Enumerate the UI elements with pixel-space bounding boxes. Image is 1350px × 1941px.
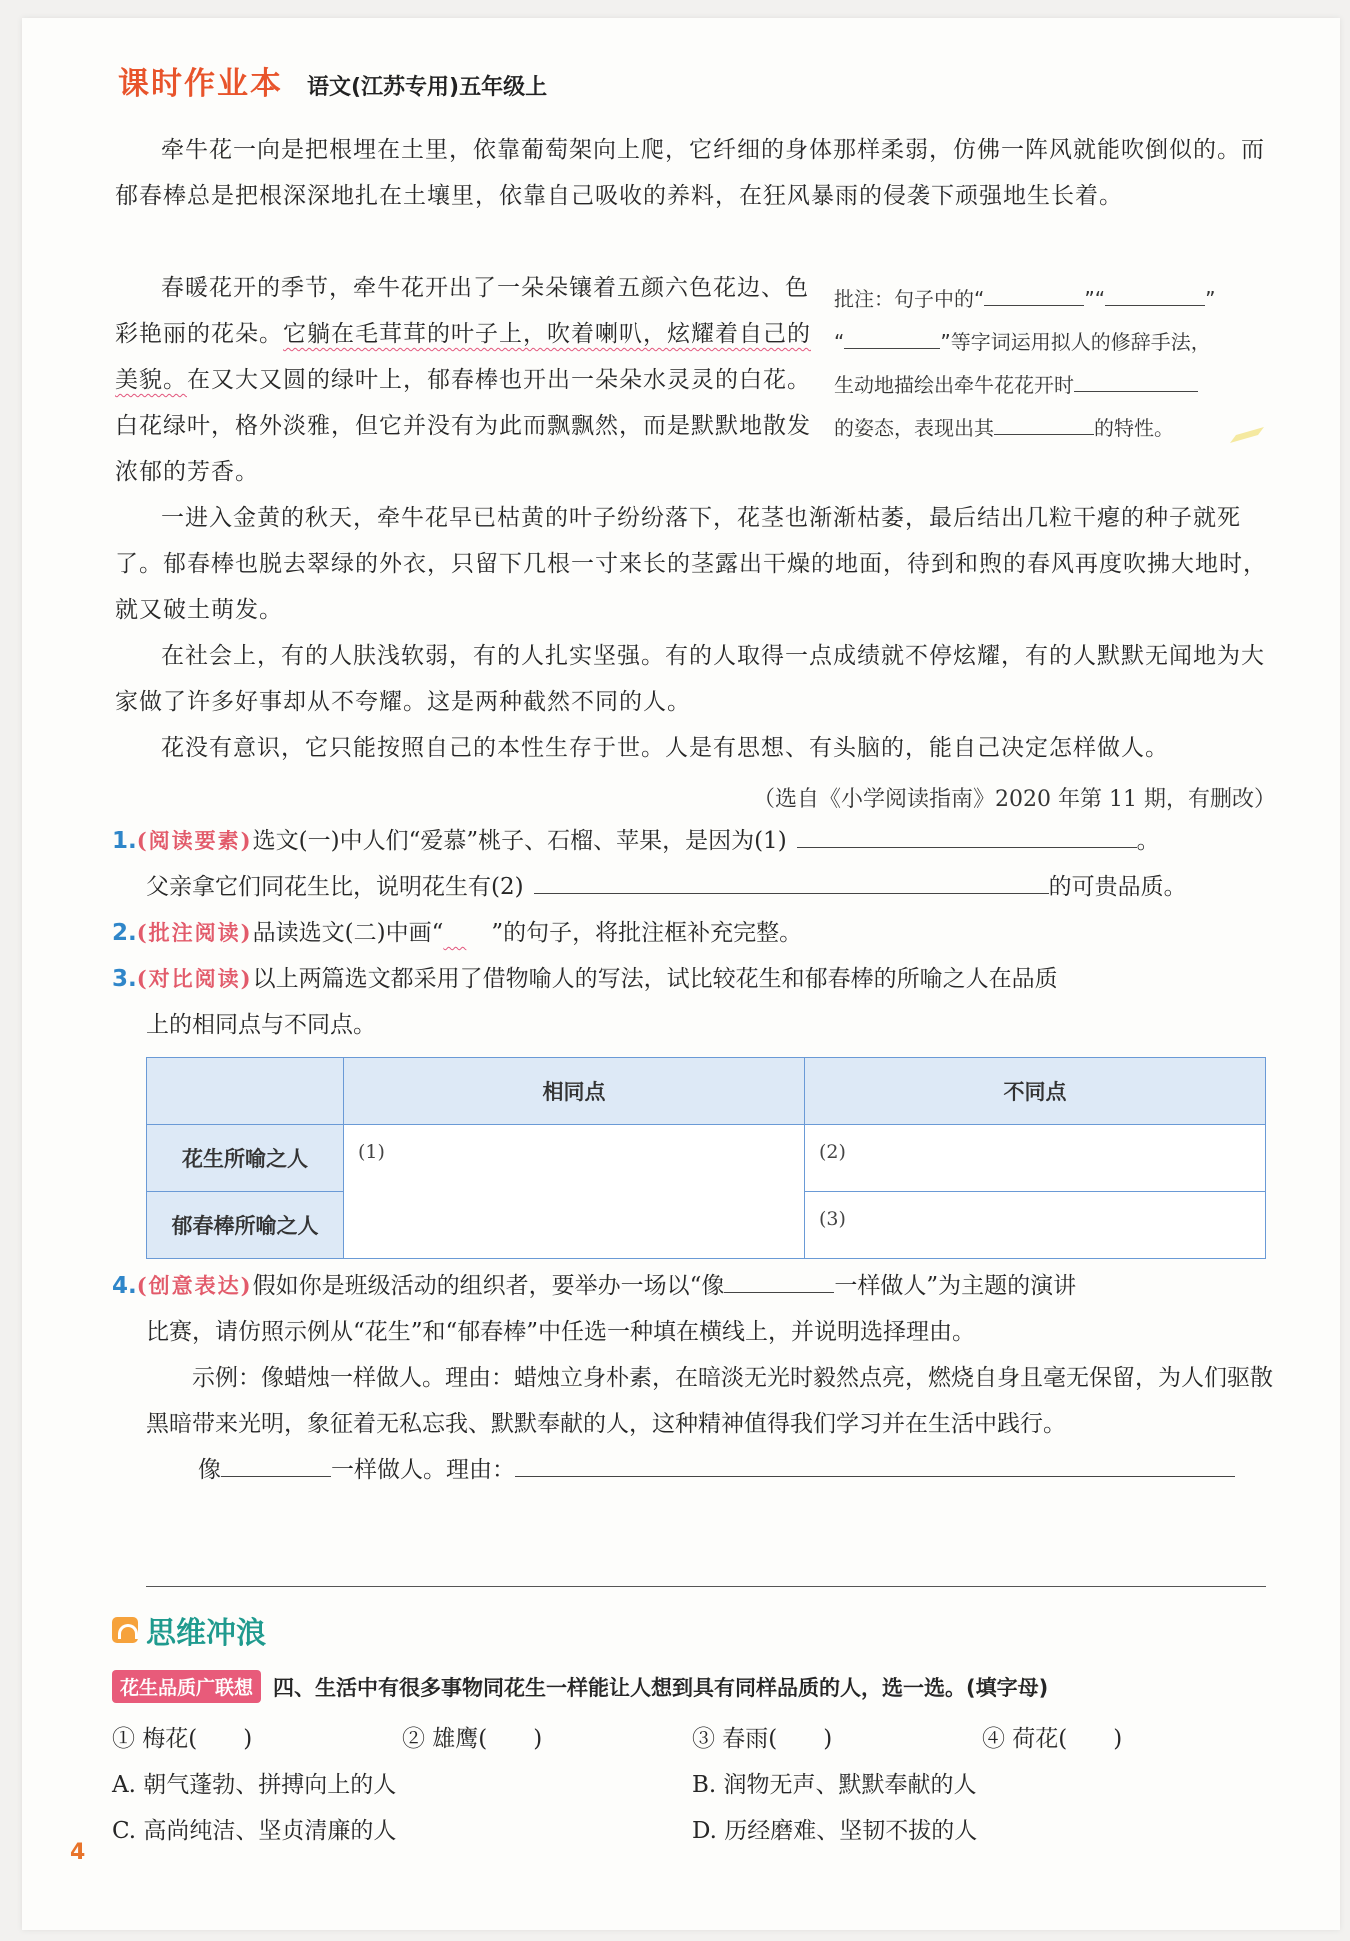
book-subtitle: 语文(江苏专用)五年级上: [307, 75, 548, 100]
option-c: C. 高尚纯洁、坚贞清廉的人: [112, 1818, 397, 1844]
answer-blank[interactable]: [984, 283, 1084, 306]
annotation-text: 批注：句子中的“: [834, 287, 985, 311]
question-text: 父亲拿它们同花生比，说明花生有(2): [146, 874, 524, 900]
annotation-text: ”等字词运用拟人的修辞手法，: [940, 330, 1211, 354]
passage-paragraph-5: 花没有意识，它只能按照自己的本性生存于世。人是有思想、有头脑的，能自己决定怎样做人。: [161, 735, 1169, 761]
question-2: [112, 910, 1282, 956]
answer-cell-2[interactable]: (2): [805, 1125, 1266, 1192]
annotation-text: ”“: [1084, 287, 1106, 311]
annotation-text: ”: [1205, 287, 1216, 311]
answer-blank[interactable]: [1074, 369, 1198, 392]
annotation-text: 的特性。: [1094, 416, 1174, 440]
question-3: [112, 956, 1282, 1048]
answer-blank[interactable]: [724, 1270, 834, 1293]
question-tag: (批注阅读): [136, 920, 253, 945]
question-text: 选文(一)中人们“爱慕”桃子、石榴、苹果，是因为(1): [252, 828, 787, 854]
option-b: B. 润物无声、默默奉献的人: [692, 1772, 977, 1798]
question-tag: (对比阅读): [136, 966, 253, 991]
brand-title: 课时作业本: [118, 66, 283, 102]
option-a: A. 朝气蓬勃、拼搏向上的人: [112, 1772, 397, 1798]
question-text: 假如你是班级活动的组织者，要举办一场以“像: [252, 1273, 725, 1299]
question-text: 以上两篇选文都采用了借物喻人的写法，试比较花生和郁春棒的所喻之人在品质: [252, 966, 1058, 992]
topic-tag: 花生品质广联想: [112, 1670, 261, 1703]
paragraph-2-end: 在又大又圆的绿叶上，郁春棒也开出一朵朵水灵灵的白花。白花绿叶，格外淡雅，但它并没有为此而飘飘然，而是默默地散发浓郁的芳香。: [115, 367, 811, 485]
question-text: 比赛，请仿照示例从“花生”和“郁春棒”中任选一种填在横线上，并说明选择理由。: [146, 1319, 976, 1345]
section-question: [112, 1670, 1048, 1703]
answer-blank[interactable]: [515, 1454, 1235, 1477]
annotation-box: [834, 278, 1264, 450]
passage-paragraph-4: 在社会上，有的人肤浅软弱，有的人扎实坚强。有的人取得一点成绩就不停炫耀，有的人默默无闻地为大家做了许多好事却从不夸耀。这是两种截然不同的人。: [115, 643, 1265, 715]
source-citation: （选自《小学阅读指南》2020 年第 11 期，有删改）: [753, 787, 1276, 812]
passage-paragraph-3: 一进入金黄的秋天，牵牛花早已枯黄的叶子纷纷落下，花茎也渐渐枯萎，最后结出几粒干瘪的种子就死了。郁春棒也脱去翠绿的外衣，只留下几根一寸来长的茎露出干燥的地面，待到和煦的春风再度吹拂大地时，就又破土萌发。: [115, 505, 1267, 623]
paragraph-2-start: 春暖花开的季节，牵牛花开出了一朵朵镶着五颜六色花边、色彩艳丽的花朵。: [115, 275, 809, 347]
choice-item[interactable]: ③ 春雨( ): [692, 1726, 833, 1752]
annotation-text: 的姿态，表现出其: [834, 416, 994, 440]
question-tag: (创意表达): [136, 1273, 253, 1298]
option-row-1: [112, 1762, 977, 1808]
answer-prefix: 像: [198, 1457, 221, 1483]
row-peanut: 花生所喻之人: [147, 1125, 344, 1192]
question-number: 4.: [112, 1273, 137, 1299]
answer-blank[interactable]: [1105, 283, 1205, 306]
choice-item[interactable]: ① 梅花( ): [112, 1726, 253, 1752]
question-4: [112, 1263, 1282, 1493]
question-text: ”的句子，将批注框补充完整。: [491, 920, 803, 946]
question-text: 一样做人”为主题的演讲: [834, 1273, 1077, 1299]
row-yuchunbang: 郁春棒所喻之人: [147, 1192, 344, 1259]
comparison-table: [146, 1057, 1266, 1259]
answer-blank[interactable]: [797, 825, 1137, 848]
answer-cell-3[interactable]: (3): [805, 1192, 1266, 1259]
question-number: 1.: [112, 828, 137, 854]
question-text: 品读选文(二)中画“: [252, 920, 444, 946]
question-text: 上的相同点与不同点。: [146, 1012, 376, 1038]
question-number: 3.: [112, 966, 137, 992]
answer-cell-1[interactable]: (1): [344, 1125, 805, 1259]
option-row-2: [112, 1808, 977, 1854]
wavy-line-sample: [443, 910, 491, 956]
pencil-icon: [1228, 425, 1268, 445]
page-number: 4: [70, 1840, 86, 1865]
question-1: [112, 818, 1282, 910]
question-text: 的可贵品质。: [1048, 874, 1187, 900]
answer-blank[interactable]: [221, 1454, 331, 1477]
answer-line[interactable]: [146, 1586, 1266, 1587]
page-header: [118, 58, 547, 103]
passage-paragraph-1: 牵牛花一向是把根埋在土里，依靠葡萄架向上爬，它纤细的身体那样柔弱，仿佛一阵风就能吹倒似的。而郁春棒总是把根深深地扎在土壤里，依靠自己吸收的养料，在狂风暴雨的侵袭下顽强地生长着。: [115, 137, 1265, 209]
section-header: [112, 1608, 266, 1652]
answer-blank[interactable]: [534, 871, 1049, 894]
question-tag: (阅读要素): [136, 828, 253, 853]
question-text: 。: [1136, 828, 1160, 854]
choice-item[interactable]: ④ 荷花( ): [982, 1726, 1123, 1752]
answer-prefix: 一样做人。理由：: [331, 1457, 515, 1483]
rainbow-icon: [112, 1617, 138, 1643]
answer-blank[interactable]: [994, 412, 1094, 435]
option-d: D. 历经磨难、坚韧不拔的人: [692, 1818, 978, 1844]
choice-items: [112, 1716, 1272, 1762]
choice-item[interactable]: ② 雄鹰( ): [402, 1726, 543, 1752]
header-same: 相同点: [344, 1058, 805, 1125]
answer-blank[interactable]: [844, 326, 940, 349]
wavy-underlined-sentence: 它躺在毛茸茸的叶子上，吹着喇叭，炫耀着自己的美貌。: [115, 321, 811, 393]
example-text: 示例：像蜡烛一样做人。理由：蜡烛立身朴素，在暗淡无光时毅然点亮，燃烧自身且毫无保留，为人们驱散黑暗带来光明，象征着无私忘我、默默奉献的人，这种精神值得我们学习并在生活中践行。: [146, 1365, 1273, 1437]
table-corner: [147, 1058, 344, 1125]
question-number: 2.: [112, 920, 137, 946]
passage-paragraph-2: [115, 265, 815, 495]
header-diff: 不同点: [805, 1058, 1266, 1125]
annotation-text: “: [834, 330, 845, 354]
section-title: 思维冲浪: [146, 1616, 266, 1651]
annotation-text: 生动地描绘出牵牛花花开时: [834, 373, 1074, 397]
question-text: 四、生活中有很多事物同花生一样能让人想到具有同样品质的人，选一选。(填字母): [273, 1675, 1049, 1700]
